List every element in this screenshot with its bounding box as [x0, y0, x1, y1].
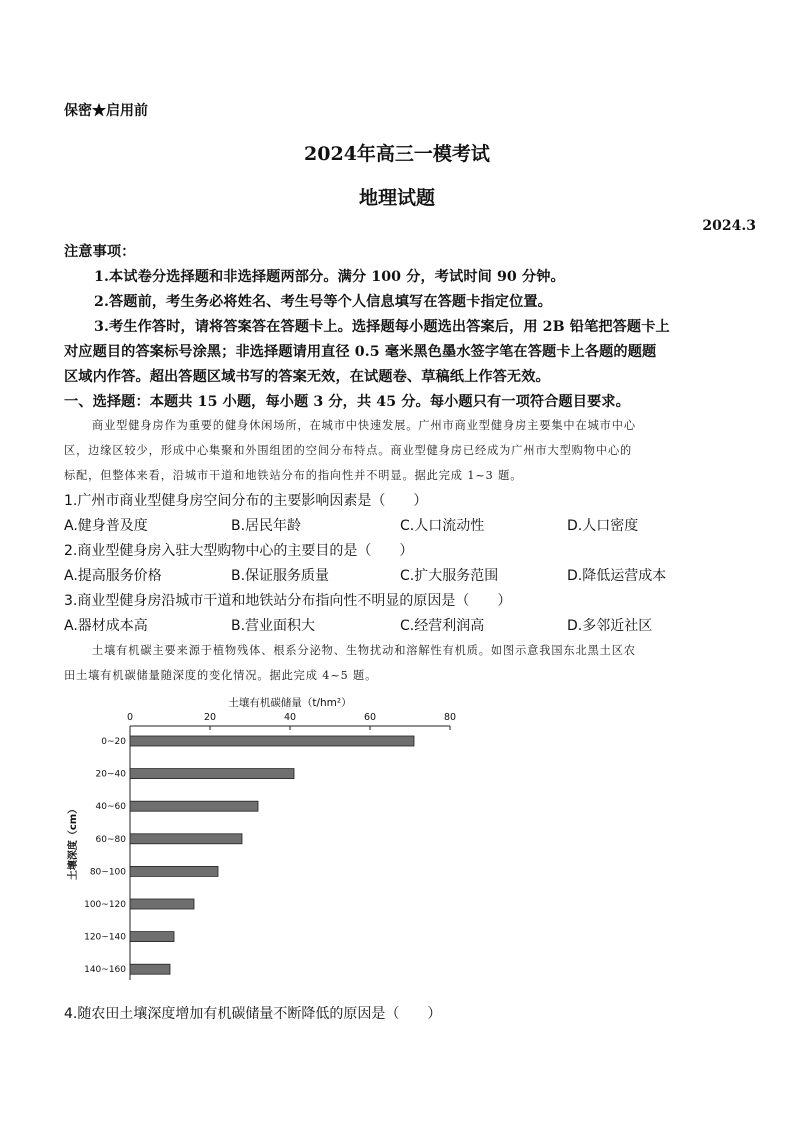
question-1-option-c[interactable]: C.人口流动性	[400, 518, 485, 534]
question-3-option-b[interactable]: B.营业面积大	[231, 618, 316, 634]
question-2-option-c[interactable]: C.扩大服务范围	[400, 568, 499, 584]
x-tick-label: 80	[443, 712, 457, 723]
question-3-option-c[interactable]: C.经营利润高	[400, 618, 485, 634]
passage-2-line-2: 田土壤有机碳储量随深度的变化情况。据此完成 4~5 题。	[64, 669, 378, 682]
bar-20~40	[130, 769, 294, 779]
subject-title: 地理试题	[358, 187, 435, 209]
x-tick-label: 0	[126, 712, 134, 723]
y-tick-label: 140~160	[84, 965, 126, 976]
notice-item-1: 1.本试卷分选择题和非选择题两部分。满分 100 分，考试时间 90 分钟。	[94, 269, 565, 285]
y-tick-label: 120~140	[84, 932, 126, 943]
question-4-stem: 4.随农田土壤深度增加有机碳储量不断降低的原因是（ ）	[64, 1006, 442, 1022]
bar-100~120	[130, 899, 194, 909]
y-tick-label: 100~120	[84, 900, 126, 910]
notice-item-3-line-1: 3.考生作答时，请将答案答在答题卡上。选择题每小题选出答案后，用 2B 铅笔把答题卡上	[94, 319, 670, 335]
y-axis-label: 土壤深度（cm）	[68, 803, 79, 881]
question-2-option-d[interactable]: D.降低运营成本	[567, 568, 667, 584]
y-tick-label: 80~100	[89, 867, 126, 878]
bar-120~140	[130, 932, 174, 942]
passage-1-line-1: 商业型健身房作为重要的健身休闲场所，在城市中快速发展。广州市商业型健身房主要集中在城市中心	[92, 419, 636, 432]
question-1-option-a[interactable]: A.健身普及度	[64, 518, 148, 534]
x-tick-label: 60	[363, 712, 377, 723]
passage-1-line-2: 区，边缘区较少，形成中心集聚和外围组团的空间分布特点。商业型健身房已经成为广州市大型购物中心的	[64, 444, 633, 457]
notice-item-3-line-3: 区域内作答。超出答题区域书写的答案无效，在试题卷、草稿纸上作答无效。	[64, 369, 550, 385]
x-tick-label: 40	[283, 712, 297, 723]
question-2-option-b[interactable]: B.保证服务质量	[231, 568, 330, 584]
notice-item-2: 2.答题前，考生务必将姓名、考生号等个人信息填写在答题卡指定位置。	[94, 294, 552, 310]
question-3-option-d[interactable]: D.多邻近社区	[567, 618, 653, 634]
x-tick-label: 20	[203, 712, 217, 723]
bar-60~80	[130, 834, 242, 844]
y-tick-label: 20~40	[95, 769, 126, 780]
question-2-option-a[interactable]: A.提高服务价格	[64, 568, 162, 584]
notice-item-3-line-2: 对应题目的答案标号涂黑；非选择题请用直径 0.5 毫米黑色墨水签字笔在答题卡上各题的题题	[64, 344, 657, 360]
y-tick-label: 40~60	[95, 802, 126, 813]
question-3-option-a[interactable]: A.器材成本高	[64, 618, 148, 634]
section-1-heading: 一、选择题：本题共 15 小题，每小题 3 分，共 45 分。每小题只有一项符合题目要求。	[64, 394, 630, 410]
exam-date: 2024.3	[702, 218, 756, 234]
bar-80~100	[130, 866, 218, 876]
question-1-option-d[interactable]: D.人口密度	[567, 518, 639, 534]
exam-title: 2024年高三一模考试	[304, 143, 490, 165]
bar-140~160	[130, 964, 170, 974]
confidential-label: 保密★启用前	[64, 103, 148, 119]
y-tick-label: 60~80	[95, 834, 126, 845]
passage-1-line-3: 标配，但整体来看，沿城市干道和地铁站分布的指向性并不明显。据此完成 1~3 题。	[64, 469, 523, 482]
chart-title: 土壤有机碳储量（t/hm²）	[228, 697, 352, 709]
question-1-option-b[interactable]: B.居民年龄	[231, 518, 302, 534]
question-1-stem: 1.广州市商业型健身房空间分布的主要影响因素是（ ）	[64, 493, 428, 509]
bar-0~20	[130, 736, 414, 746]
passage-2-line-1: 土壤有机碳主要来源于植物残体、根系分泌物、生物扰动和溶解性有机质。如图示意我国东北黑土区农	[92, 644, 636, 657]
soil-carbon-bar-chart	[0, 690, 794, 990]
notice-heading: 注意事项：	[64, 244, 136, 260]
question-3-stem: 3.商业型健身房沿城市干道和地铁站分布指向性不明显的原因是（ ）	[64, 593, 512, 609]
bar-40~60	[130, 801, 258, 811]
question-2-stem: 2.商业型健身房入驻大型购物中心的主要目的是（ ）	[64, 543, 414, 559]
y-tick-label: 0~20	[101, 737, 126, 747]
